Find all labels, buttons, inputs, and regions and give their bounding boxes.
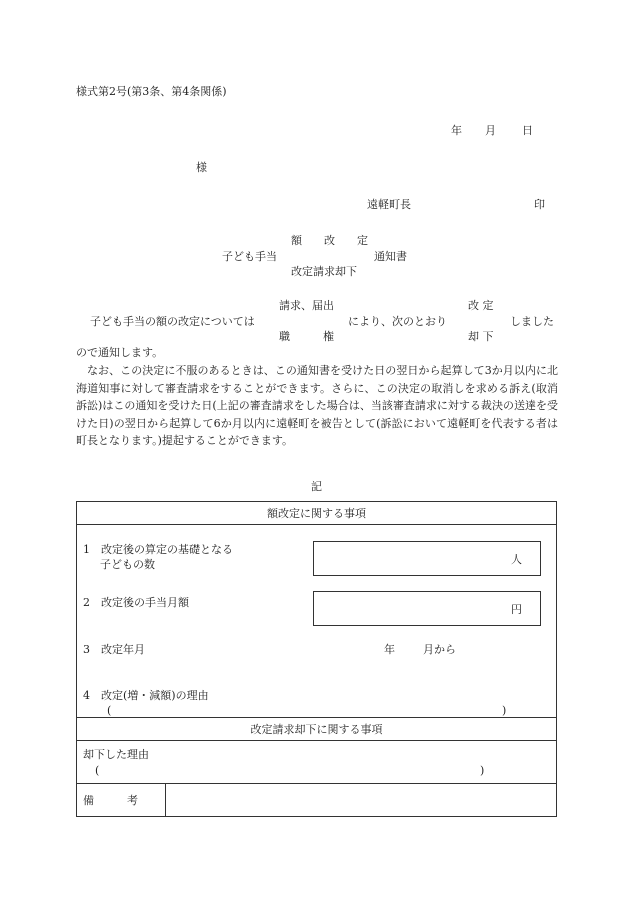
item3-month-label: 月から (423, 643, 456, 656)
section-amount-revision-title: 額改定に関する事項 (267, 507, 366, 520)
monthly-amount-field[interactable] (313, 591, 541, 626)
remarks-field[interactable] (167, 785, 554, 815)
item1-label-cont: 子どもの数 (100, 558, 155, 571)
date-month-label: 月 (485, 124, 496, 137)
item4-label: 4 改定(増・減額)の理由 (83, 689, 209, 702)
ki-heading: 記 (311, 480, 322, 493)
body-line1-middle: により、次のとおり (348, 315, 447, 328)
date-year-label: 年 (451, 124, 462, 137)
item4-paren-close: ) (502, 704, 507, 717)
form-number: 様式第2号(第3条、第4条関係) (76, 85, 227, 98)
children-count-unit: 人 (511, 553, 522, 566)
table-rule (77, 524, 556, 525)
option-reject: 却 下 (468, 330, 494, 343)
children-count-field[interactable] (313, 541, 541, 576)
date-day-label: 日 (522, 124, 533, 137)
title-document-type: 通知書 (374, 250, 407, 263)
body-line1-suffix: しました (510, 315, 554, 328)
remarks-label: 備 考 (83, 794, 138, 807)
title-option-amount-revision: 額 改 定 (291, 234, 368, 247)
issuer: 遠軽町長 (367, 198, 411, 211)
addressee-suffix: 様 (196, 161, 207, 174)
section-rejection-title: 改定請求却下に関する事項 (250, 723, 383, 736)
table-rule (77, 717, 556, 718)
appeal-notice-paragraph: なお、この決定に不服のあるときは、この通知書を受けた日の翌日から起算して3か月以内に北海道知事に対して審査請求をすることができます。さらに、この決定の取消しを求める訴え(取消訴訟)はこの通知を受けた日(上記の審査請求をした場合は、当該審査請求に対する裁決の送達を受けた日)の翌日から起算して6か月以内に遠軽町を被告として(訴訟において遠軽町を代表する者は町長となります。)提起することができます。 (76, 364, 558, 447)
title-option-rejection: 改定請求却下 (291, 265, 357, 278)
option-request-notification: 請求、届出 (279, 299, 334, 312)
monthly-amount-unit: 円 (511, 603, 522, 616)
remarks-divider (165, 783, 166, 817)
item3-label: 3 改定年月 (83, 643, 145, 656)
table-rule (77, 783, 556, 784)
item1-label: 1 改定後の算定の基礎となる (83, 543, 233, 556)
item3-year-label: 年 (384, 643, 395, 656)
option-revise: 改 定 (468, 299, 494, 312)
body-line2: ので通知します。 (76, 346, 164, 359)
form-table (76, 501, 557, 817)
reject-reason-label: 却下した理由 (83, 748, 149, 761)
reject-paren-open: ( (95, 764, 100, 777)
item2-label: 2 改定後の手当月額 (83, 596, 189, 609)
item4-paren-open: ( (107, 704, 112, 717)
title-subject: 子ども手当 (222, 250, 277, 263)
table-rule (77, 740, 556, 741)
body-line1-prefix: 子ども手当の額の改定については (90, 315, 255, 328)
seal-mark: 印 (534, 198, 545, 211)
option-ex-officio: 職 権 (279, 330, 334, 343)
reject-paren-close: ) (480, 764, 485, 777)
